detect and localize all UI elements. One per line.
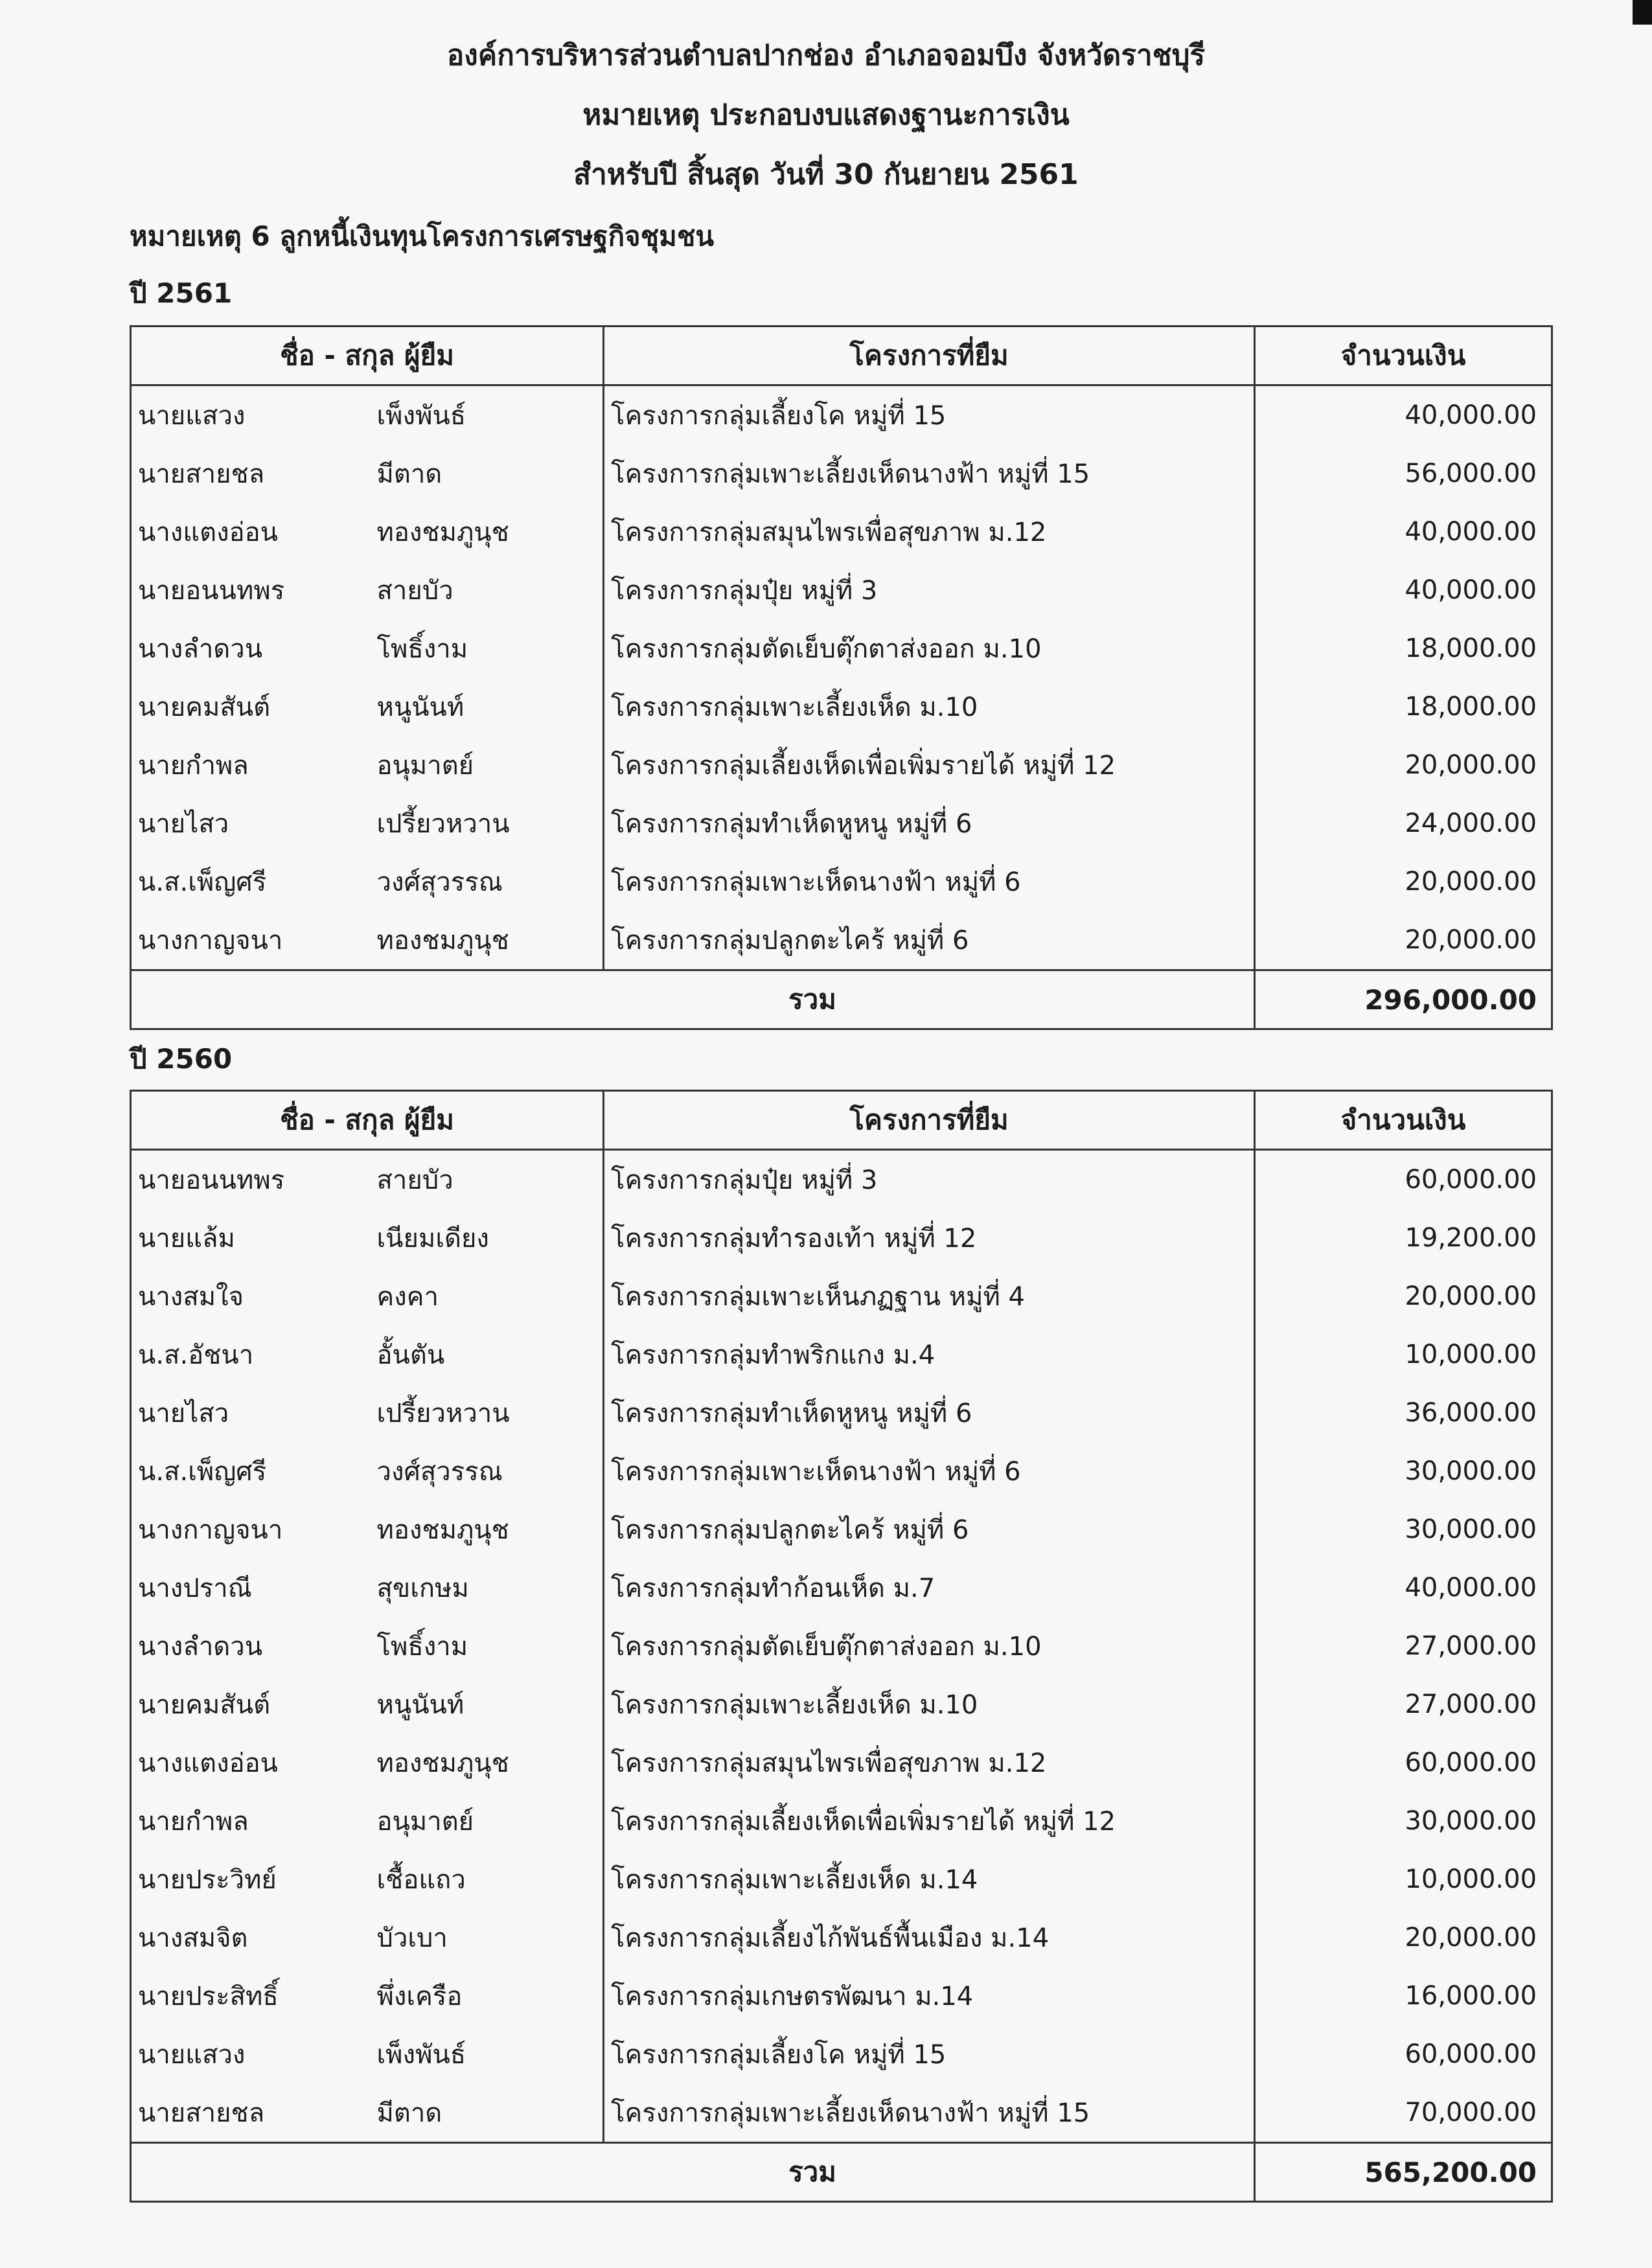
borrower-first-name: นายไสว [131,1384,371,1442]
document-header [0,26,1652,205]
table-row [131,1209,1552,1267]
project-name: โครงการกลุ่มปุ๋ย หมู่ที่ 3 [604,1150,1255,1209]
report-period: สำหรับปี สิ้นสุด วันที่ 30 กันยายน 2561 [573,158,1079,191]
borrower-first-name: นายสายชล [131,2083,371,2143]
borrower-surname: สายบัว [371,561,604,619]
borrower-first-name: นายแสวง [131,385,371,445]
header-row [131,1091,1552,1150]
loan-amount: 27,000.00 [1255,1617,1552,1675]
project-name: โครงการกลุ่มเพาะเลี้ยงเห็ดนางฟ้า หมู่ที่ 15 [604,2083,1255,2143]
loan-amount: 20,000.00 [1255,911,1552,970]
project-name: โครงการกลุ่มสมุนไพรเพื่อสุขภาพ ม.12 [604,503,1255,561]
loan-amount: 40,000.00 [1255,503,1552,561]
borrower-surname: เนียมเดียง [371,1209,604,1267]
borrower-surname: วงศ์สุวรรณ [371,853,604,911]
organization-title: องค์การบริหารส่วนตำบลปากช่อง อำเภอจอมบึง จังหวัดราชบุรี [446,39,1206,72]
project-name: โครงการกลุ่มเพาะเลี้ยงเห็ด ม.14 [604,1850,1255,1908]
loan-amount: 16,000.00 [1255,1967,1552,2025]
loan-amount: 18,000.00 [1255,619,1552,678]
column-header-project: โครงการที่ยืม [604,326,1255,385]
column-header-project: โครงการที่ยืม [604,1091,1255,1150]
borrower-first-name: นายคมสันต์ [131,678,371,736]
borrower-surname: มีตาด [371,444,604,503]
table-row [131,853,1552,911]
project-name: โครงการกลุ่มปุ๋ย หมู่ที่ 3 [604,561,1255,619]
borrower-surname: ทองชมภูนุช [371,1734,604,1792]
project-name: โครงการกลุ่มเลี้ยงโค หมู่ที่ 15 [604,385,1255,445]
loan-amount: 20,000.00 [1255,853,1552,911]
table-row [131,503,1552,561]
borrower-first-name: นายแล้ม [131,1209,371,1267]
project-name: โครงการกลุ่มเพาะเลี้ยงเห็ด ม.10 [604,678,1255,736]
loan-amount: 30,000.00 [1255,1792,1552,1850]
project-name: โครงการกลุ่มเลี้ยงเห็ดเพื่อเพิ่มรายได้ หมู่ที่ 12 [604,736,1255,794]
report-title: หมายเหตุ ประกอบงบแสดงฐานะการเงิน [582,98,1070,132]
project-name: โครงการกลุ่มเพาะเห็ดนางฟ้า หมู่ที่ 6 [604,1442,1255,1500]
loan-amount: 70,000.00 [1255,2083,1552,2143]
table-row [131,1500,1552,1559]
total-row [131,970,1552,1029]
total-label: รวม [131,2143,1255,2202]
borrower-surname: คงคา [371,1267,604,1325]
table-row [131,2025,1552,2083]
project-name: โครงการกลุ่มเพาะเห็ดนางฟ้า หมู่ที่ 6 [604,853,1255,911]
borrower-first-name: นางลำดวน [131,1617,371,1675]
borrower-surname: เปรี้ยวหวาน [371,1384,604,1442]
borrower-first-name: นางกาญจนา [131,1500,371,1559]
table-row [131,736,1552,794]
borrower-first-name: นายอนนทพร [131,1150,371,1209]
table-row [131,561,1552,619]
project-name: โครงการกลุ่มเพาะเลี้ยงเห็ดนางฟ้า หมู่ที่ 15 [604,444,1255,503]
column-header-amount: จำนวนเงิน [1255,1091,1552,1150]
year-label: ปี 2561 [130,277,233,309]
project-name: โครงการกลุ่มปลูกตะไคร้ หมู่ที่ 6 [604,911,1255,970]
borrower-first-name: นายกำพล [131,1792,371,1850]
borrower-first-name: นายสายชล [131,444,371,503]
borrower-first-name: นางแตงอ่อน [131,503,371,561]
borrower-surname: อนุมาตย์ [371,1792,604,1850]
borrower-surname: ทองชมภูนุช [371,1500,604,1559]
borrower-surname: ทองชมภูนุช [371,503,604,561]
borrower-surname: โพธิ์งาม [371,1617,604,1675]
borrower-first-name: นายแสวง [131,2025,371,2083]
borrower-surname: บัวเบา [371,1908,604,1967]
project-name: โครงการกลุ่มปลูกตะไคร้ หมู่ที่ 6 [604,1500,1255,1559]
borrower-first-name: นายประวิทย์ [131,1850,371,1908]
borrower-surname: เพ็งพันธ์ [371,385,604,445]
project-name: โครงการกลุ่มตัดเย็บตุ๊กตาส่งออก ม.10 [604,619,1255,678]
borrower-first-name: นายกำพล [131,736,371,794]
borrower-surname: ทองชมภูนุช [371,911,604,970]
loan-amount: 40,000.00 [1255,561,1552,619]
table-row [131,1967,1552,2025]
borrower-surname: หนูนันท์ [371,1675,604,1734]
loan-amount: 18,000.00 [1255,678,1552,736]
loan-amount: 60,000.00 [1255,2025,1552,2083]
loan-amount: 30,000.00 [1255,1500,1552,1559]
loan-amount: 20,000.00 [1255,1267,1552,1325]
project-name: โครงการกลุ่มเกษตรพัฒนา ม.14 [604,1967,1255,2025]
loan-amount: 56,000.00 [1255,444,1552,503]
borrower-first-name: นางสมใจ [131,1267,371,1325]
borrower-surname: อนุมาตย์ [371,736,604,794]
project-name: โครงการกลุ่มเพาะเห็นภฏฐาน หมู่ที่ 4 [604,1267,1255,1325]
borrower-first-name: น.ส.เพ็ญศรี [131,853,371,911]
total-amount: 296,000.00 [1255,970,1552,1029]
table-row [131,1908,1552,1967]
table-row [131,1734,1552,1792]
scan-edge-mark [1633,0,1652,25]
loan-amount: 10,000.00 [1255,1850,1552,1908]
table-row [131,1850,1552,1908]
borrower-first-name: นางแตงอ่อน [131,1734,371,1792]
table-row [131,1792,1552,1850]
borrower-surname: เปรี้ยวหวาน [371,794,604,853]
borrower-first-name: นางกาญจนา [131,911,371,970]
project-name: โครงการกลุ่มเลี้ยงเห็ดเพื่อเพิ่มรายได้ หมู่ที่ 12 [604,1792,1255,1850]
project-name: โครงการกลุ่มทำพริกแกง ม.4 [604,1325,1255,1384]
loan-amount: 40,000.00 [1255,385,1552,445]
header-row [131,326,1552,385]
total-label: รวม [131,970,1255,1029]
project-name: โครงการกลุ่มเลี้ยงไก้พันธ์พื้นเมือง ม.14 [604,1908,1255,1967]
note-title: หมายเหตุ 6 ลูกหนี้เงินทุนโครงการเศรษฐกิจชุมชน [130,220,715,252]
borrower-first-name: นายคมสันต์ [131,1675,371,1734]
project-name: โครงการกลุ่มทำรองเท้า หมู่ที่ 12 [604,1209,1255,1267]
borrower-surname: เพ็งพันธ์ [371,2025,604,2083]
borrower-first-name: นางปราณี [131,1559,371,1617]
project-name: โครงการกลุ่มเลี้ยงโค หมู่ที่ 15 [604,2025,1255,2083]
loan-amount: 60,000.00 [1255,1150,1552,1209]
table-row [131,1150,1552,1209]
table-row [131,1267,1552,1325]
loan-amount: 27,000.00 [1255,1675,1552,1734]
loan-amount: 24,000.00 [1255,794,1552,853]
borrower-first-name: น.ส.เพ็ญศรี [131,1442,371,1500]
table-row [131,1617,1552,1675]
borrower-surname: พึ่งเครือ [371,1967,604,2025]
column-header-name: ชื่อ - สกุล ผู้ยืม [131,1091,604,1150]
table-row [131,444,1552,503]
borrower-surname: มีตาด [371,2083,604,2143]
borrower-surname: เชื้อแถว [371,1850,604,1908]
borrower-first-name: นายไสว [131,794,371,853]
borrower-surname: โพธิ์งาม [371,619,604,678]
loan-amount: 36,000.00 [1255,1384,1552,1442]
borrower-first-name: นางลำดวน [131,619,371,678]
table-row [131,1384,1552,1442]
table-row [131,619,1552,678]
project-name: โครงการกลุ่มทำเห็ดหูหนู หมู่ที่ 6 [604,794,1255,853]
year-label: ปี 2560 [130,1043,233,1075]
table-row [131,678,1552,736]
loan-amount: 20,000.00 [1255,736,1552,794]
table-row [131,1675,1552,1734]
table-row [131,1325,1552,1384]
loan-amount: 10,000.00 [1255,1325,1552,1384]
project-name: โครงการกลุ่มเพาะเลี้ยงเห็ด ม.10 [604,1675,1255,1734]
debtors-table [130,1090,1553,2203]
total-amount: 565,200.00 [1255,2143,1552,2202]
loan-amount: 60,000.00 [1255,1734,1552,1792]
borrower-first-name: นางสมจิต [131,1908,371,1967]
table-row [131,2083,1552,2143]
borrower-first-name: นายประสิทธิ์ [131,1967,371,2025]
loan-amount: 30,000.00 [1255,1442,1552,1500]
borrower-surname: วงศ์สุวรรณ [371,1442,604,1500]
project-name: โครงการกลุ่มตัดเย็บตุ๊กตาส่งออก ม.10 [604,1617,1255,1675]
borrower-surname: สุขเกษม [371,1559,604,1617]
borrower-first-name: นายอนนทพร [131,561,371,619]
column-header-amount: จำนวนเงิน [1255,326,1552,385]
loan-amount: 19,200.00 [1255,1209,1552,1267]
column-header-name: ชื่อ - สกุล ผู้ยืม [131,326,604,385]
project-name: โครงการกลุ่มทำเห็ดหูหนู หมู่ที่ 6 [604,1384,1255,1442]
table-row [131,911,1552,970]
loan-amount: 20,000.00 [1255,1908,1552,1967]
borrower-surname: อั้นตัน [371,1325,604,1384]
project-name: โครงการกลุ่มสมุนไพรเพื่อสุขภาพ ม.12 [604,1734,1255,1792]
table-row [131,1559,1552,1617]
debtors-table [130,325,1553,1030]
borrower-surname: หนูนันท์ [371,678,604,736]
table-row [131,1442,1552,1500]
borrower-first-name: น.ส.อัชนา [131,1325,371,1384]
project-name: โครงการกลุ่มทำก้อนเห็ด ม.7 [604,1559,1255,1617]
table-row [131,385,1552,445]
table-row [131,794,1552,853]
loan-amount: 40,000.00 [1255,1559,1552,1617]
total-row [131,2143,1552,2202]
borrower-surname: สายบัว [371,1150,604,1209]
